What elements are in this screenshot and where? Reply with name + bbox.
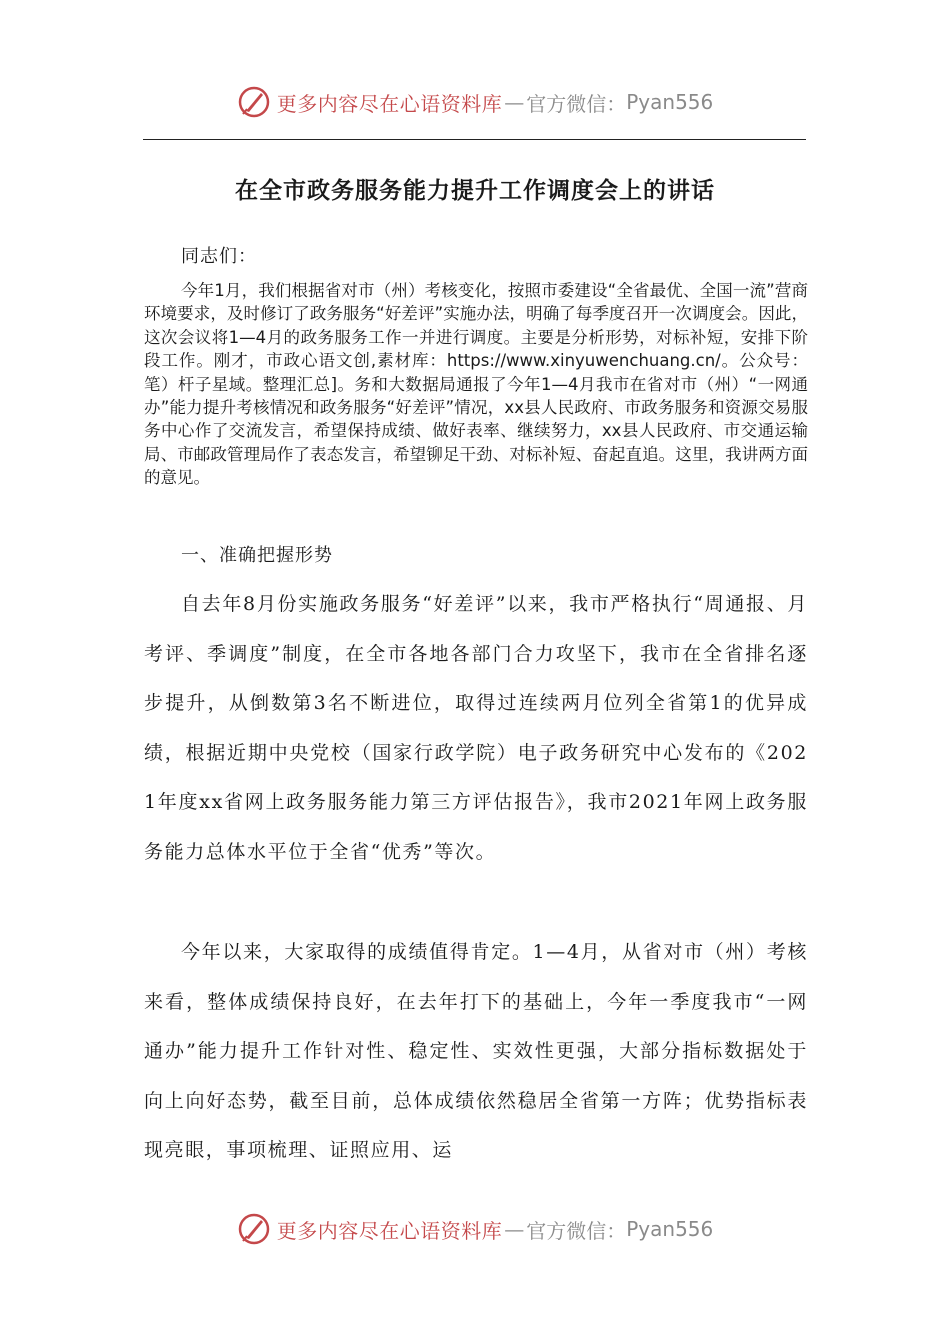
footer-banner-wechat-id: Pyan556 xyxy=(626,1217,714,1241)
paragraph-2: 自去年8月份实施政务服务“好差评”以来，我市严格执行“周通报、月考评、季调度”制度，在全市各地各部门合力攻坚下，我市在全省排名逐步提升，从倒数第3名不断进位，取得过连续两月位列全省第1的优异成绩，根据近期中央党校（国家行政学院）电子政务研究中心发布的《2021年度xx省网上政务服务能力第三方评估报告》，我市2021年网上政务服务能力总体水平位于全省“优秀”等次。 xyxy=(144,593,808,863)
section-heading-1: 一、准确把握形势 xyxy=(181,545,333,566)
quill-pen-logo-icon xyxy=(237,85,271,119)
banner-wechat-id: Pyan556 xyxy=(626,90,714,114)
header-banner xyxy=(0,82,950,122)
quill-pen-logo-icon xyxy=(237,1212,271,1246)
banner-separator: — xyxy=(504,90,525,114)
banner-text: 更多内容尽在心语资料库 xyxy=(276,91,503,116)
banner-wechat-label: 官方微信： xyxy=(526,91,627,116)
footer-banner xyxy=(0,1209,950,1249)
footer-banner-separator: — xyxy=(504,1217,525,1241)
footer-banner-wechat-label: 官方微信： xyxy=(526,1218,627,1243)
salutation: 同志们： xyxy=(181,246,257,267)
paragraph-1: 今年1月，我们根据省对市（州）考核变化，按照市委建设“全省最优、全国一流”营商环境要求，及时修订了政务服务“好差评”实施办法，明确了每季度召开一次调度会。因此，这次会议将1—4月的政务服务工作一并进行调度。主要是分析形势，对标补短，安排下阶段工作。刚才，市政心语文创,素材库：https://www.xinyuwenchuang.cn/。公众号：笔）杆子星域。整理汇总]。务和大数据局通报了今年1—4月我市在省对市（州）“一网通办”能力提升考核情况和政务服务“好差评”情况，xx县人民政府、市政务服务和资源交易服务中心作了交流发言，希望保持成绩、做好表率、继续努力，xx县人民政府、市交通运输局、市邮政管理局作了表态发言，希望铆足干劲、对标补短、奋起直追。这里，我讲两方面的意见。 xyxy=(144,281,808,488)
paragraph-3: 今年以来，大家取得的成绩值得肯定。1—4月，从省对市（州）考核来看，整体成绩保持良好，在去年打下的基础上，今年一季度我市“一网通办”能力提升工作针对性、稳定性、实效性更强，大部分指标数据处于向上向好态势，截至目前，总体成绩依然稳居全省第一方阵；优势指标表现亮眼，事项梳理、证照应用、运 xyxy=(144,941,808,1161)
header-divider xyxy=(143,139,806,140)
document-title: 在全市政务服务能力提升工作调度会上的讲话 xyxy=(235,178,715,204)
footer-banner-text: 更多内容尽在心语资料库 xyxy=(276,1218,503,1243)
